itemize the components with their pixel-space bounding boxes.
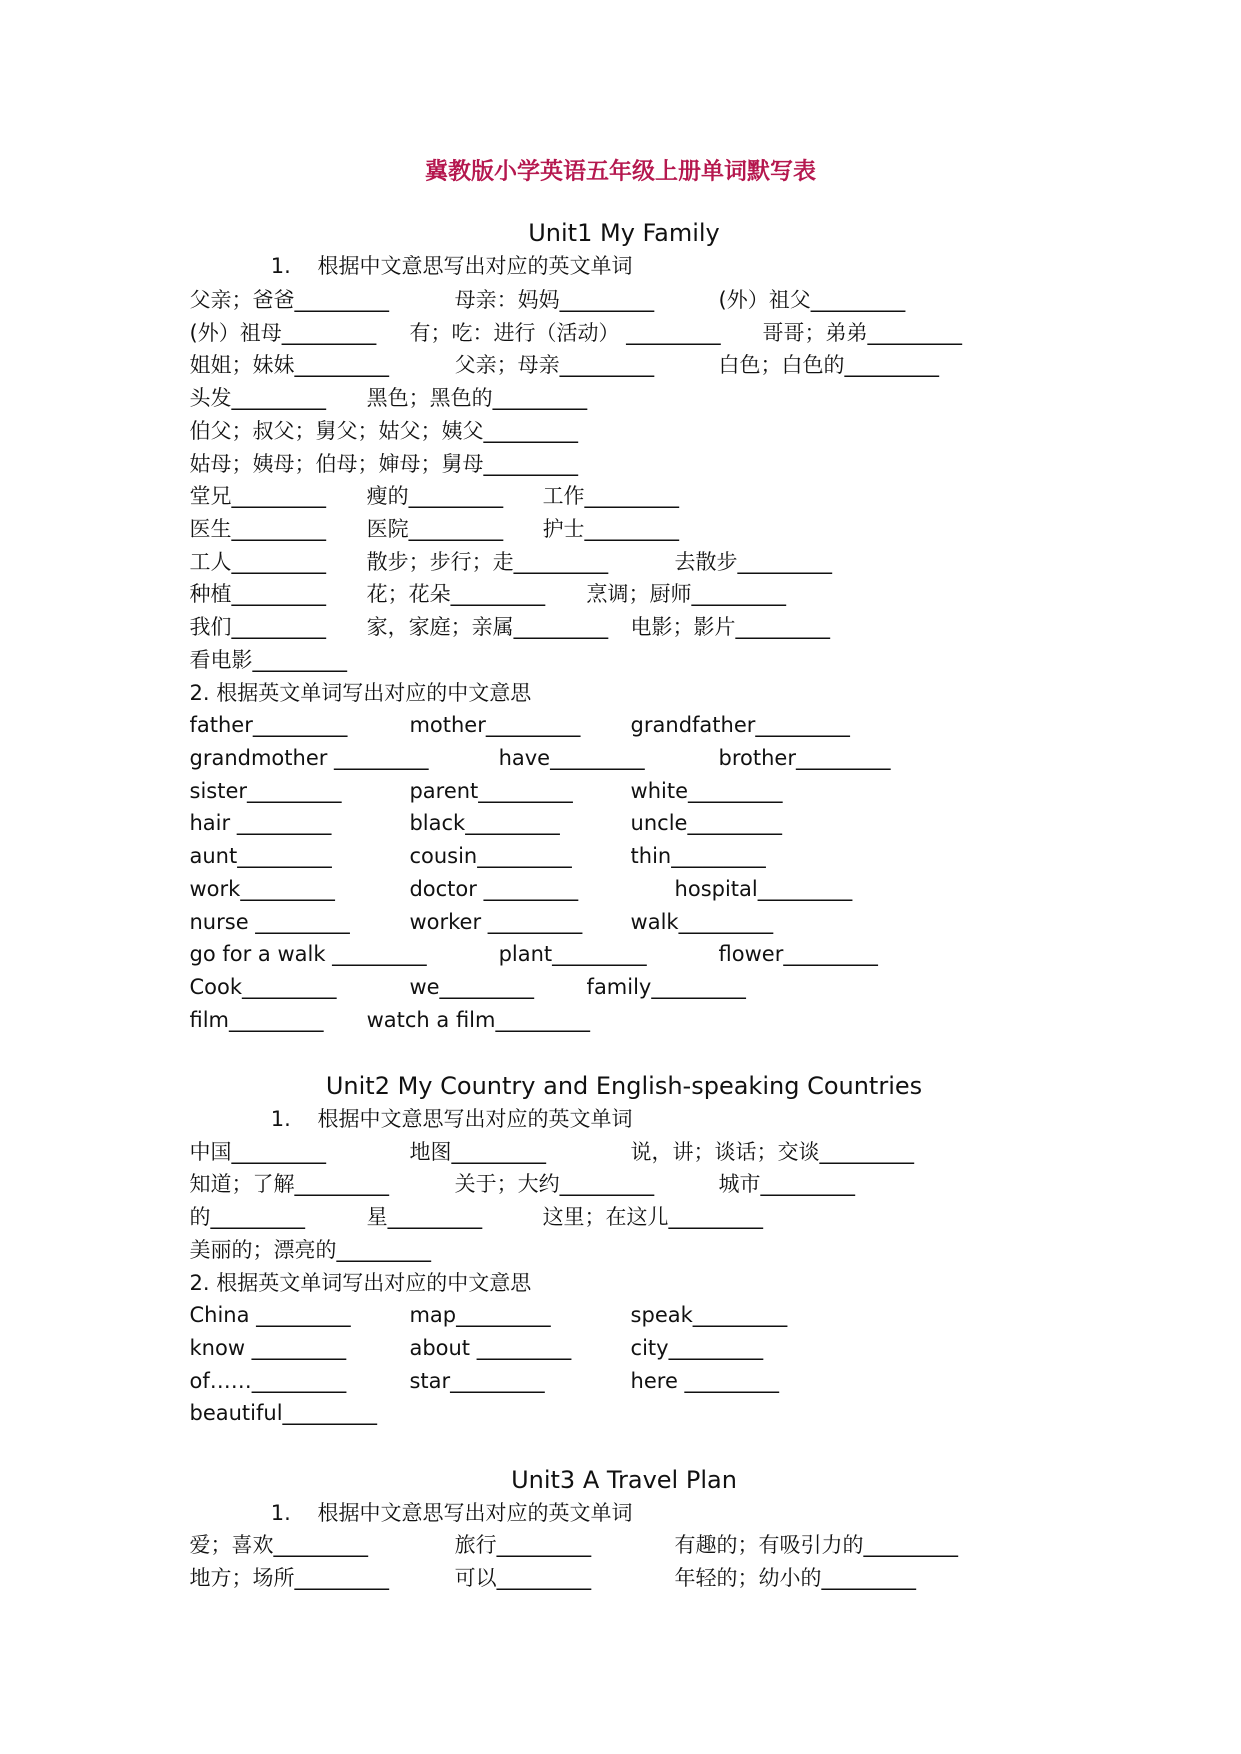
vocab-item-cn: 中国_________: [189, 1139, 326, 1164]
vocab-item-en: hair _________: [189, 811, 332, 836]
section-instruction: 2. 根据英文单词写出对应的中文意思: [189, 1270, 532, 1295]
vocab-item-en: sister_________: [189, 778, 342, 803]
vocab-item-cn: 父亲；爸爸_________: [189, 288, 389, 313]
vocab-item-en: doctor _________: [409, 876, 579, 901]
vocab-item-en: worker _________: [409, 909, 583, 934]
vocab-item-en: we_________: [409, 975, 535, 999]
vocab-item-en: about _________: [409, 1335, 572, 1360]
vocab-item-en: grandfather_________: [630, 713, 850, 738]
vocab-item-en: China _________: [189, 1303, 351, 1328]
vocab-item-cn: (外）祖母_________: [189, 320, 377, 345]
vocab-item-cn: 可以_________: [454, 1566, 592, 1591]
vocab-item-en: white_________: [630, 778, 783, 803]
document-title: 冀教版小学英语五年级上册单词默写表: [425, 158, 816, 185]
vocab-item-en: work_________: [189, 876, 335, 901]
vocab-item-en: Cook_________: [189, 975, 337, 999]
vocab-item-cn: 地图_________: [409, 1139, 546, 1164]
vocab-item-en: mother_________: [409, 713, 581, 738]
vocab-item-cn: 种植_________: [189, 582, 326, 607]
vocab-item-cn: 知道；了解_________: [189, 1172, 389, 1197]
vocab-item-en: grandmother _________: [189, 746, 429, 771]
vocab-item-cn: 我们_________: [189, 615, 326, 640]
vocab-item-cn: 堂兄_________: [189, 484, 326, 509]
vocab-item-en: uncle_________: [630, 811, 782, 836]
vocab-item-cn: 哥哥；弟弟_________: [762, 320, 963, 345]
vocab-item-cn: 烹调；厨师_________: [586, 582, 787, 607]
vocab-item-en: map_________: [409, 1303, 551, 1328]
vocab-item-en: beautiful_________: [189, 1401, 378, 1426]
unit-heading: Unit3 A Travel Plan: [511, 1465, 737, 1494]
vocab-item-cn: 伯父；叔父；舅父；姑父；姨父_________: [189, 418, 578, 443]
vocab-item-cn: 头发_________: [189, 386, 326, 411]
vocab-item-en: black_________: [409, 811, 560, 836]
vocab-item-cn: 美丽的；漂亮的_________: [189, 1237, 431, 1262]
vocab-item-cn: 年轻的；幼小的_________: [674, 1566, 917, 1591]
vocab-item-cn: 旅行_________: [454, 1533, 592, 1558]
section-instruction: 1. 根据中文意思写出对应的英文单词: [270, 1106, 633, 1131]
section-instruction: 1. 根据中文意思写出对应的英文单词: [270, 1500, 633, 1525]
section-instruction: 1. 根据中文意思写出对应的英文单词: [270, 254, 633, 279]
vocab-item-en: go for a walk _________: [189, 942, 427, 967]
vocab-item-en: aunt_________: [189, 844, 332, 869]
vocab-item-cn: 母亲：妈妈_________: [454, 288, 655, 313]
vocab-item-cn: 黑色；黑色的_________: [366, 386, 588, 411]
vocab-item-en: have_________: [498, 746, 645, 771]
vocab-item-cn: 爱；喜欢_________: [189, 1533, 368, 1558]
vocab-item-cn: 的_________: [189, 1205, 305, 1230]
vocab-item-en: speak_________: [630, 1303, 788, 1328]
vocab-item-en: walk_________: [630, 909, 774, 934]
vocab-item-cn: 家，家庭；亲属_________: [366, 615, 609, 640]
vocab-item-cn: 工作_________: [542, 484, 680, 509]
vocab-item-cn: 看电影_________: [189, 647, 347, 672]
vocab-item-cn: 医院_________: [366, 517, 504, 542]
vocab-item-en: father_________: [189, 713, 348, 738]
vocab-item-cn: 瘦的_________: [366, 484, 504, 509]
vocab-item-en: here _________: [630, 1368, 780, 1393]
vocab-item-en: film_________: [189, 1007, 324, 1032]
vocab-item-cn: 姑母；姨母；伯母；婶母；舅母_________: [189, 451, 578, 476]
vocab-item-cn: 地方；场所_________: [189, 1566, 389, 1591]
vocab-item-cn: 去散步_________: [674, 549, 833, 574]
vocab-item-en: of……_________: [189, 1368, 347, 1393]
vocab-item-cn: 父亲；母亲_________: [454, 353, 655, 378]
vocab-item-cn: 有；吃：进行（活动） _________: [409, 320, 721, 345]
vocab-item-en: parent_________: [409, 778, 573, 803]
vocab-item-en: flower_________: [718, 942, 878, 967]
vocab-item-cn: 关于；大约_________: [454, 1172, 655, 1197]
vocab-item-cn: 有趣的；有吸引力的_________: [674, 1533, 959, 1558]
vocab-item-en: star_________: [409, 1368, 545, 1393]
vocab-item-cn: 散步；步行；走_________: [366, 549, 609, 574]
vocab-item-cn: 白色；白色的_________: [718, 353, 940, 378]
vocab-item-cn: 花；花朵_________: [366, 582, 546, 607]
vocab-item-en: know _________: [189, 1335, 347, 1360]
vocab-item-en: family_________: [586, 975, 746, 999]
section-instruction: 2. 根据英文单词写出对应的中文意思: [189, 680, 532, 705]
vocab-item-en: plant_________: [498, 942, 647, 967]
vocab-item-cn: 护士_________: [542, 517, 680, 542]
vocab-item-en: nurse _________: [189, 909, 350, 934]
vocab-item-cn: 电影；影片_________: [630, 615, 831, 640]
vocab-item-cn: 医生_________: [189, 517, 326, 542]
vocab-item-en: brother_________: [718, 746, 891, 771]
unit-heading: Unit1 My Family: [528, 219, 720, 248]
vocab-item-en: cousin_________: [409, 844, 572, 869]
unit-heading: Unit2 My Country and English-speaking Countries: [325, 1072, 923, 1101]
vocab-item-en: hospital_________: [674, 876, 853, 901]
vocab-item-cn: (外）祖父_________: [718, 288, 906, 313]
vocab-item-cn: 这里；在这儿_________: [542, 1205, 764, 1230]
vocab-item-cn: 说，讲；谈话；交谈_________: [630, 1139, 915, 1164]
vocab-item-en: watch a film_________: [366, 1007, 590, 1032]
vocab-item-cn: 星_________: [366, 1205, 483, 1230]
vocab-item-cn: 城市_________: [718, 1172, 856, 1197]
vocab-item-cn: 姐姐；妹妹_________: [189, 353, 389, 378]
vocab-item-en: city_________: [630, 1335, 764, 1360]
vocab-item-cn: 工人_________: [189, 549, 326, 574]
vocab-item-en: thin_________: [630, 844, 766, 869]
